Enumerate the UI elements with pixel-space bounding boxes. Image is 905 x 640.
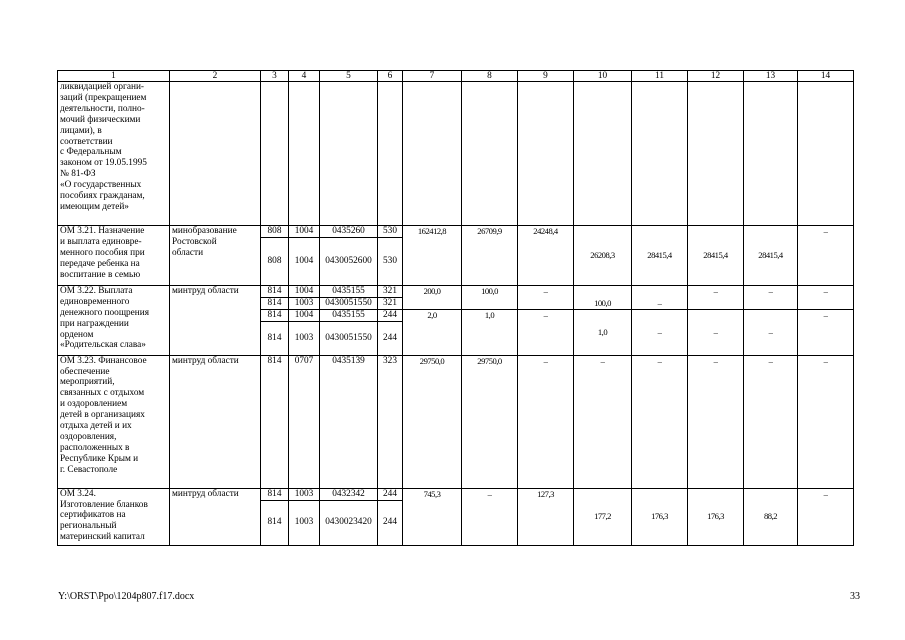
value-cell: – bbox=[688, 285, 744, 309]
row-description: ОМ 3.22. Выплата единовременного денежного поощрения при награждении орденом «Родительская слава» bbox=[58, 285, 170, 355]
table-row bbox=[58, 488, 854, 500]
col-header: 14 bbox=[798, 71, 854, 82]
row-executor: минтруд области bbox=[170, 355, 261, 488]
value-cell: 2,0 bbox=[403, 309, 462, 355]
value-cell: – bbox=[798, 488, 854, 545]
value-cell: 176,3 bbox=[688, 488, 744, 545]
value-cell: – bbox=[798, 309, 854, 355]
value-cell: 28415,4 bbox=[632, 226, 688, 286]
col-header: 11 bbox=[632, 71, 688, 82]
value-cell: – bbox=[518, 285, 574, 309]
code-cell: 244 bbox=[378, 488, 403, 500]
code-cell: 814 bbox=[261, 488, 289, 500]
code-cell: 530 bbox=[378, 237, 403, 285]
row-executor: минтруд области bbox=[170, 488, 261, 545]
document-path: Y:\ORST\Ppo\1204p807.f17.docx bbox=[58, 591, 195, 602]
row-executor: минтруд области bbox=[170, 285, 261, 355]
row-description: ОМ 3.24. Изготовление бланков сертификатов на региональный материнский капитал bbox=[58, 488, 170, 545]
code-cell: 808 bbox=[261, 237, 289, 285]
value-cell: – bbox=[688, 355, 744, 488]
code-cell: 814 bbox=[261, 500, 289, 545]
code-cell: 808 bbox=[261, 226, 289, 238]
code-cell: 1003 bbox=[289, 500, 320, 545]
code-cell: 814 bbox=[261, 321, 289, 355]
value-cell: 1,0 bbox=[574, 309, 632, 355]
value-cell: 745,3 bbox=[403, 488, 462, 545]
table-row bbox=[58, 82, 854, 226]
code-cell: 814 bbox=[261, 285, 289, 297]
value-cell: 28415,4 bbox=[744, 226, 798, 286]
table-row bbox=[58, 285, 854, 297]
code-cell: 244 bbox=[378, 309, 403, 321]
value-cell: 26709,9 bbox=[462, 226, 518, 286]
code-cell: 0430051550 bbox=[320, 321, 378, 355]
value-cell: 177,2 bbox=[574, 488, 632, 545]
code-cell: 0707 bbox=[289, 355, 320, 488]
code-cell: 1003 bbox=[289, 488, 320, 500]
code-cell: 1003 bbox=[289, 321, 320, 355]
code-cell: 1004 bbox=[289, 309, 320, 321]
value-cell: 200,0 bbox=[403, 285, 462, 309]
budget-table bbox=[57, 70, 854, 546]
value-cell: 29750,0 bbox=[403, 355, 462, 488]
value-cell: – bbox=[798, 355, 854, 488]
value-cell: – bbox=[574, 355, 632, 488]
code-cell: 0430051550 bbox=[320, 297, 378, 309]
code-cell: 814 bbox=[261, 355, 289, 488]
value-cell: – bbox=[744, 309, 798, 355]
col-header: 2 bbox=[170, 71, 261, 82]
value-cell: 1,0 bbox=[462, 309, 518, 355]
code-cell: 0430023420 bbox=[320, 500, 378, 545]
row-executor: минобразование Ростовской области bbox=[170, 226, 261, 286]
value-cell: – bbox=[518, 355, 574, 488]
table-row bbox=[58, 355, 854, 488]
code-cell: 814 bbox=[261, 297, 289, 309]
value-cell: 26208,3 bbox=[574, 226, 632, 286]
col-header: 8 bbox=[462, 71, 518, 82]
code-cell: 323 bbox=[378, 355, 403, 488]
code-cell: 0435260 bbox=[320, 226, 378, 238]
col-header: 10 bbox=[574, 71, 632, 82]
col-header: 9 bbox=[518, 71, 574, 82]
code-cell: 244 bbox=[378, 321, 403, 355]
col-header: 13 bbox=[744, 71, 798, 82]
value-cell: 24248,4 bbox=[518, 226, 574, 286]
value-cell: – bbox=[798, 226, 854, 286]
col-header: 6 bbox=[378, 71, 403, 82]
value-cell: – bbox=[744, 285, 798, 309]
col-header: 12 bbox=[688, 71, 744, 82]
row-description: ликвидацией органи- заций (прекращением деятельности, полно- мочий физическими лицами), в соответствии с Федеральным законом от 19.05.1995 № 81-ФЗ «О государственных пособиях гражданам, имеющим детей» bbox=[58, 82, 170, 226]
code-cell: 530 bbox=[378, 226, 403, 238]
value-cell: – bbox=[462, 488, 518, 545]
code-cell: 1004 bbox=[289, 285, 320, 297]
code-cell: 1004 bbox=[289, 226, 320, 238]
value-cell: – bbox=[632, 285, 688, 309]
col-header: 4 bbox=[289, 71, 320, 82]
value-cell: – bbox=[798, 285, 854, 309]
value-cell: – bbox=[688, 309, 744, 355]
row-description: ОМ 3.23. Финансовое обеспечение мероприятий, связанных с отдыхом и оздоровлением детей в организациях отдыха детей и их оздоровления, расположенных в Республике Крым и г. Севастополе bbox=[58, 355, 170, 488]
value-cell: – bbox=[518, 309, 574, 355]
col-header: 5 bbox=[320, 71, 378, 82]
value-cell: 28415,4 bbox=[688, 226, 744, 286]
col-header: 3 bbox=[261, 71, 289, 82]
code-cell: 814 bbox=[261, 309, 289, 321]
value-cell: 88,2 bbox=[744, 488, 798, 545]
value-cell: – bbox=[632, 309, 688, 355]
col-header: 7 bbox=[403, 71, 462, 82]
value-cell: 100,0 bbox=[462, 285, 518, 309]
table-row bbox=[58, 226, 854, 238]
value-cell: – bbox=[744, 355, 798, 488]
code-cell: 1003 bbox=[289, 297, 320, 309]
value-cell: 29750,0 bbox=[462, 355, 518, 488]
value-cell: – bbox=[632, 355, 688, 488]
page-number: 33 bbox=[850, 591, 860, 602]
value-cell: 176,3 bbox=[632, 488, 688, 545]
code-cell: 0430052600 bbox=[320, 237, 378, 285]
code-cell: 0435155 bbox=[320, 309, 378, 321]
value-cell: 127,3 bbox=[518, 488, 574, 545]
code-cell: 0435155 bbox=[320, 285, 378, 297]
code-cell: 0435139 bbox=[320, 355, 378, 488]
row-description: ОМ 3.21. Назначение и выплата единовре- менного пособия при передаче ребенка на воспитание в семью bbox=[58, 226, 170, 286]
col-header: 1 bbox=[58, 71, 170, 82]
code-cell: 1004 bbox=[289, 237, 320, 285]
column-numbers-row bbox=[58, 71, 854, 82]
code-cell: 321 bbox=[378, 297, 403, 309]
code-cell: 0432342 bbox=[320, 488, 378, 500]
code-cell: 244 bbox=[378, 500, 403, 545]
code-cell: 321 bbox=[378, 285, 403, 297]
value-cell: 162412,8 bbox=[403, 226, 462, 286]
value-cell: 100,0 bbox=[574, 285, 632, 309]
